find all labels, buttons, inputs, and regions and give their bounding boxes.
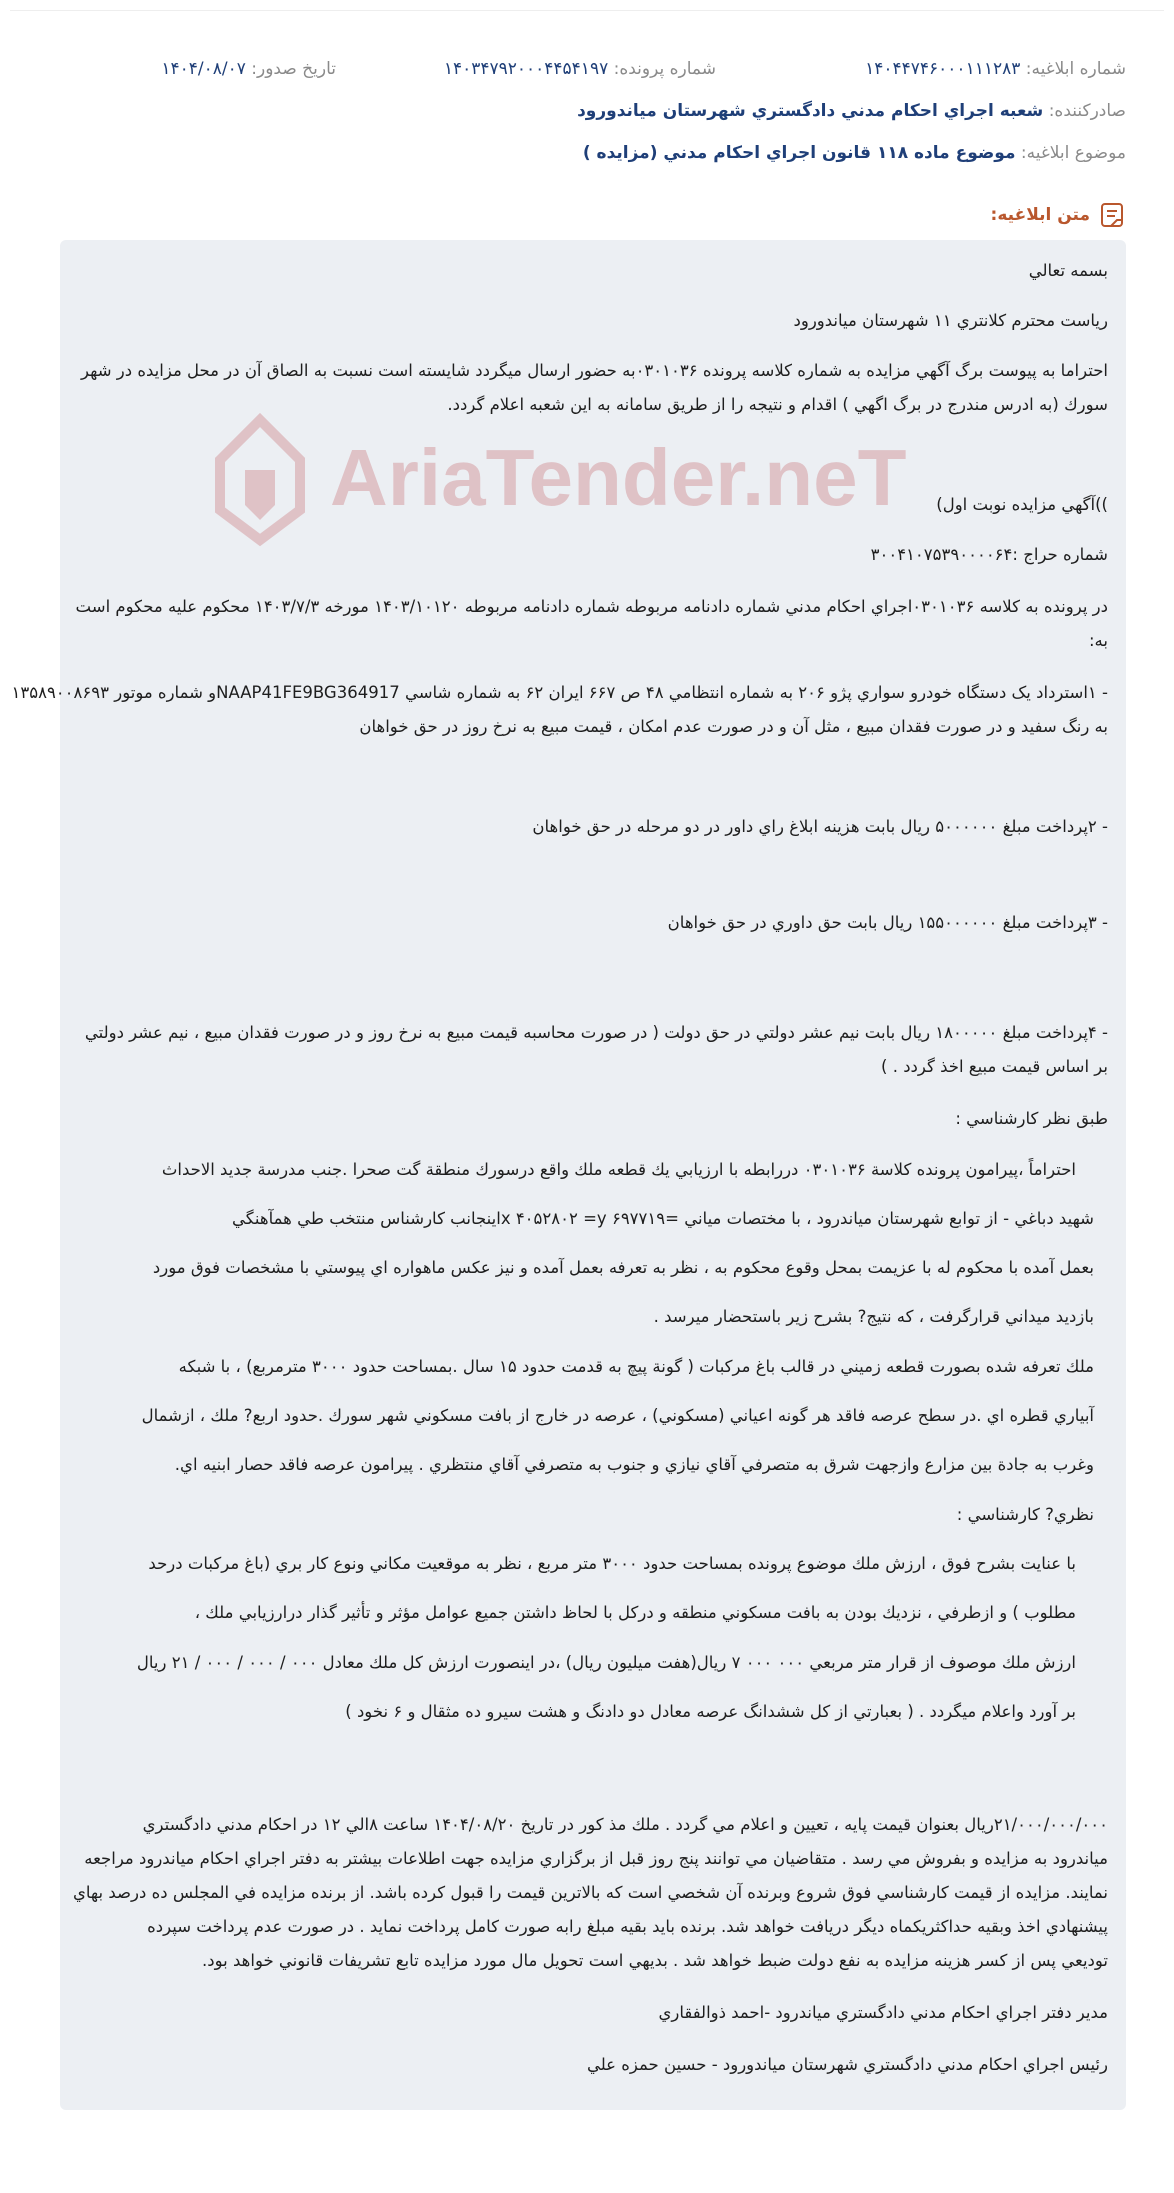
issuer-value: شعبه اجراي احكام مدني دادگستري شهرستان مياندورود (577, 101, 1044, 121)
case-number-label: شماره پرونده: (613, 59, 716, 79)
body-line: مدير دفتر اجراي احكام مدني دادگستري مياندرود -احمد ذوالفقاري (658, 2003, 1108, 2022)
body-line: - ۳پرداخت مبلغ ۱۵۵۰۰۰۰۰۰ ريال بابت حق داوري در حق خواهان (667, 913, 1108, 932)
notice-text-heading (991, 198, 1126, 232)
issue-date (161, 52, 336, 86)
body-line: احتراماً ،پيرامون پرونده كلاسة ۰۳۰۱۰۳۶ دررابطه با ارزيابي يك قطعه ملك واقع درسورك منطقة گت صحرا .جنب مدرسة جديد الاحداث (161, 1160, 1076, 1179)
case-number-value: ۱۴۰۳۴۷۹۲۰۰۰۴۴۵۴۱۹۷ (443, 59, 609, 79)
notice-number-value: ۱۴۰۴۴۷۴۶۰۰۰۱۱۱۲۸۳ (865, 59, 1021, 79)
body-line: - ۴پرداخت مبلغ ۱۸۰۰۰۰۰ ريال بابت نيم عشر دولتي در حق دولت ( در صورت محاسبه قيمت مبيع به نرخ روز و در صورت فقدان مبيع ، نيم عشر دولتي (84, 1023, 1108, 1042)
notice-number-label: شماره ابلاغیه: (1025, 59, 1126, 79)
body-line: بازديد ميداني قرارگرفت ، كه نتيج? بشرح زير باستحضار ميرسد . (653, 1307, 1094, 1326)
top-divider (10, 10, 1164, 11)
header-meta-row (48, 52, 1126, 86)
body-line: با عنايت بشرح فوق ، ارزش ملك موضوع پرونده بمساحت حدود ۳۰۰۰ متر مربع ، نظر به موقعيت مكاني ونوع كار بري (باغ مركبات درحد (148, 1554, 1076, 1573)
body-line: طبق نظر كارشناسي : (955, 1109, 1108, 1128)
body-line: ملك تعرفه شده بصورت قطعه زميني در قالب باغ مركبات ( گونة پيچ به قدمت حدود ۱۵ سال .بمساحت حدود ۳۰۰۰ مترمربع) ، با شبكه (178, 1357, 1094, 1376)
body-line: مطلوب ) و ازطرفي ، نزديك بودن به بافت مسكوني منطقه و دركل با لحاظ داشتن جميع عوامل مؤثر و تأثير گذار درارزيابي ملك ، (194, 1603, 1076, 1622)
document-note-icon (1098, 201, 1126, 229)
body-line: - ۲پرداخت مبلغ ۵۰۰۰۰۰۰ ريال بابت هزينه ابلاغ راي داور در دو مرحله در حق خواهان (532, 817, 1108, 836)
body-line: ۲۱/۰۰۰/۰۰۰/۰۰۰ريال بعنوان قيمت پايه ، تعيين و اعلام مي گردد . ملك مذ كور در تاريخ ۱۴۰۴/۰۸/۲۰ ساعت ۸الي ۱۲ در احكام مدني دادگستري (142, 1815, 1108, 1834)
notice-body (11, 240, 1126, 2110)
body-line: بر اساس قيمت مبيع اخذ گردد . ) (881, 1057, 1108, 1076)
body-line: بر آورد واعلام ميگردد . ( بعبارتي از كل ششدانگ عرصه معادل دو دادنگ و هشت سيرو ده مثقال و ۶ نخود ) (345, 1702, 1076, 1721)
issue-date-label: تاریخ صدور: (251, 59, 336, 79)
body-line: بعمل آمده با محكوم له با عزيمت بمحل وقوع محكوم به ، نظر به تعرفه بعمل آمده و نيز عكس ماهواره اي پيوستي با مشخصات فوق مورد (152, 1258, 1094, 1277)
body-line: رياست محترم كلانتري ۱۱ شهرستان مياندورود (793, 311, 1108, 330)
body-line: آبياري قطره اي .در سطح عرصه فاقد هر گونه اعياني (مسكوني) ، عرصه در خارج از بافت مسكوني شهر سورك .حدود اربع? ملك ، ازشمال (141, 1406, 1094, 1425)
subject-row (48, 136, 1126, 170)
body-line: پيشنهادي اخذ وبقيه حداكثريكماه ديگر دريافت خواهد شد. برنده بايد بقيه مبلغ رابه صورت كامل پرداخت نمايد . در صورت عدم پرداخت سپرده (147, 1917, 1108, 1936)
body-line: سورك (به ادرس مندرج در برگ اگهي ) اقدام و نتيجه را از طريق سامانه به اين شعبه اعلام گردد. (447, 395, 1108, 414)
notice-text-title: متن ابلاغیه: (990, 205, 1090, 225)
body-line: در پرونده به كلاسه ۰۳۰۱۰۳۶اجراي احكام مدني شماره دادنامه مربوطه شماره دادنامه مربوطه ۱۴۰۳/۱۰۱۲۰ مورخه ۱۴۰۳/۷/۳ محكوم عليه محكوم است (75, 597, 1108, 616)
watermark-text: AriaTender.neT (330, 433, 907, 522)
issue-date-value: ۱۴۰۴/۰۸/۰۷ (161, 59, 246, 79)
body-line: رئيس اجراي احكام مدني دادگستري شهرستان مياندورود - حسين حمزه علي (586, 2055, 1108, 2074)
body-line: به رنگ سفيد و در صورت فقدان مبيع ، مثل آن و در صورت عدم امكان ، قيمت مبيع به نرخ روز در حق خواهان (359, 717, 1108, 736)
body-line: - ۱استرداد يک دستگاه خودرو سواري پژو ۲۰۶ به شماره انتظامي ۴۸ ص ۶۶۷ ايران ۶۲ به شماره شاسي NAAP41FE9BG364917و شماره موتور ۱۳۵۸۹۰۰۸۶۹۳ (11, 683, 1108, 702)
subject-value: موضوع ماده ۱۱۸ قانون اجراي احكام مدني (مزايده ) (582, 143, 1016, 163)
body-line: مياندرود به مزايده و بفروش مي رسد . متقاضيان مي توانند پنج روز قبل از برگزاري مزايده جهت اطلاعات بيشتر به دفتر اجراي احكام مياندرود مراجعه (84, 1849, 1108, 1868)
body-line: بسمه تعالي (1028, 261, 1108, 280)
body-line: به: (1089, 631, 1108, 650)
body-line: ارزش ملك موصوف از قرار متر مربعي ۰۰۰ ۰۰۰ ۷ ريال(هفت ميليون ريال) ،در اينصورت ارزش كل ملك معادل ۰۰۰ / ۰۰۰ / ۰۰۰ / ۲۱ ريال (136, 1653, 1076, 1672)
body-line: احتراما به پيوست برگ آگهي مزايده به شماره كلاسه پرونده ۰۳۰۱۰۳۶به حضور ارسال ميگردد شايسته است نسبت به الصاق آن در محل مزايده در شهر (81, 361, 1108, 380)
issuer-label: صادرکننده: (1048, 101, 1126, 121)
issuer-row (48, 94, 1126, 128)
body-line: توديعي پس از كسر هزينه مزايده به نفع دولت ضبط خواهد شد . بديهي است تحويل مال مورد مزايده تابع تشريفات قانوني خواهد بود. (202, 1951, 1108, 1970)
notice-number (865, 52, 1126, 86)
body-line: شهيد دباغي - از توابع شهرستان مياندرود ، با مختصات مياني =۶۹۷۷۱۹ x ۴۰۵۲۸۰۲ =yاينجانب كارشناس منتخب طي همآهنگي (232, 1209, 1094, 1228)
body-line: نظري? كارشناسي : (956, 1505, 1094, 1524)
body-line: ))آگهي مزايده نوبت اول) (936, 495, 1108, 514)
body-line: شماره حراج :۳۰۰۴۱۰۷۵۳۹۰۰۰۰۶۴ (870, 545, 1108, 564)
body-line: نمايند. مزايده از قيمت كارشناسي فوق شروع وبرنده آن شخصي است كه بالاترين قيمت را قبول كرده باشد. از برنده مزايده في المجلس ده درصد بهاي (72, 1883, 1108, 1902)
body-line: وغرب به جادة بين مزارع وازجهت شرق به متصرفي آقاي نيازي و جنوب به متصرفي آقاي منتظري . پيرامون عرصه فاقد حصار ابنيه اي. (174, 1455, 1094, 1474)
case-number (444, 52, 716, 86)
subject-label: موضوع ابلاغیه: (1020, 143, 1126, 163)
